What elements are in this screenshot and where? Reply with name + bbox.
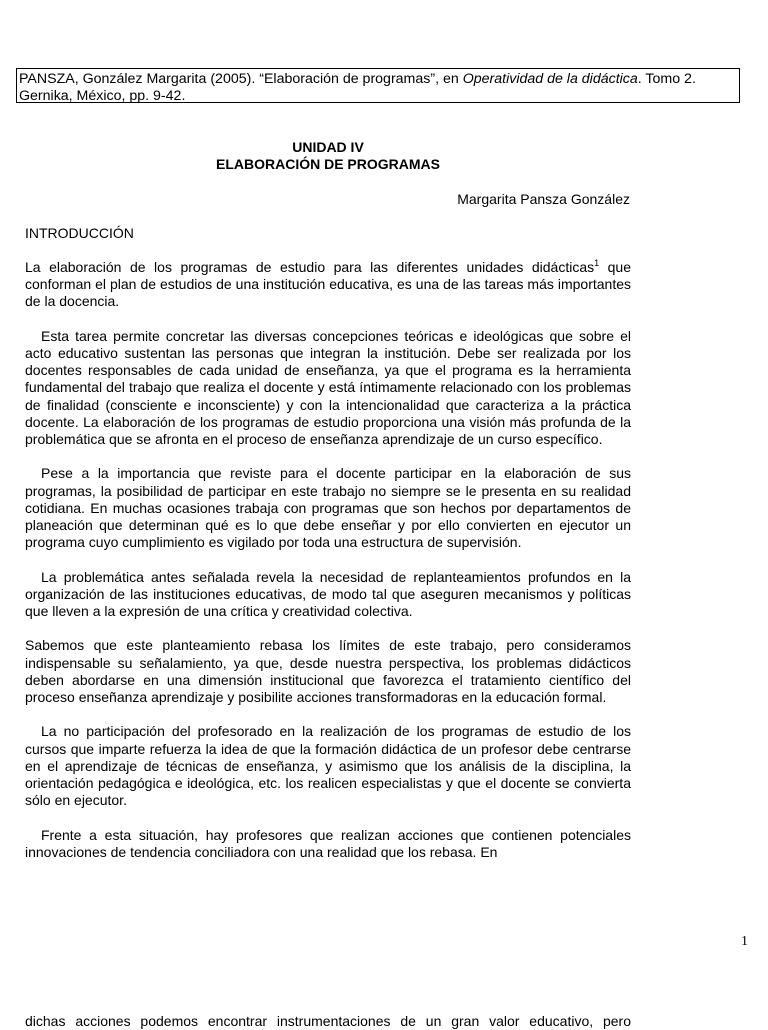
paragraph-3: Pese a la importancia que reviste para el docente participar en la elaboración de sus programas, la posibilidad de participar en este trabajo no siempre se le presenta en su realidad cotidiana. En muchas ocasiones trabaja con programas que son hechos por departamentos de planeación que determinan qué es lo que debe enseñar y por ello convierten en ejecutor un programa cuyo cumplimiento es vigilado por toda una estructura de supervisión. (25, 465, 631, 551)
citation-line-1 (19, 71, 739, 88)
footnote-marker[interactable]: 1 (594, 258, 600, 268)
citation-volume: . Tomo 2. (637, 71, 696, 87)
page-number: 1 (741, 934, 748, 949)
unit-label: UNIDAD IV (292, 139, 364, 155)
paragraph-4: La problemática antes señalada revela la necesidad de replanteamientos profundos en la organización de las instituciones educativas, de modo tal que aseguren mecanismos y políticas que lleven a la expresión de una crítica y creatividad colectiva. (25, 568, 631, 620)
paragraph-1-text-b: que conforman el plan de estudios de una institución educativa, es una de las tareas más importantes de la docencia. (25, 259, 632, 310)
citation-book-title: Operatividad de la didáctica (462, 71, 638, 87)
paragraph-1-text-a: La elaboración de los programas de estudio para las diferentes unidades didácticas (25, 259, 595, 275)
paragraph-1 (25, 259, 631, 311)
paragraph-6: La no participación del profesorado en la realización de los programas de estudio de los cursos que imparte refuerza la idea de que la formación didáctica de un profesor debe centrarse en el aprendizaje de técnicas de enseñanza, y asimismo que los análisis de la disciplina, la orientación pedagógica e ideológica, etc. los realicen especialistas y que el docente se convierta sólo en ejecutor. (25, 723, 631, 809)
citation-line-2: Gernika, México, pp. 9-42. (19, 88, 186, 104)
document-title: ELABORACIÓN DE PROGRAMAS (215, 156, 440, 172)
body-text (25, 259, 631, 878)
citation-box (16, 68, 740, 103)
paragraph-7: Frente a esta situación, hay profesores que realizan acciones que contienen potenciales innovaciones de tendencia conciliadora con una realidad que los rebasa. En (25, 826, 631, 860)
author-name: Margarita Pansza González (457, 191, 630, 207)
next-page-first-line: dichas acciones podemos encontrar instrumentaciones de un gran valor educativo, pero (25, 1013, 631, 1029)
paragraph-2: Esta tarea permite concretar las diversas concepciones teóricas e ideológicas que sobre el acto educativo sustentan las personas que integran la institución. Debe ser realizada por los docentes responsables de cada unidad de enseñanza, ya que el programa es la herramienta fundamental del trabajo que realiza el docente y está íntimamente relacionado con los problemas de finalidad (consciente e inconsciente) y con la intencionalidad que caracteriza a la práctica docente. La elaboración de los programas de estudio proporciona una visión más profunda de la problemática que se afronta en el proceso de enseñanza aprendizaje de un curso específico. (25, 327, 631, 448)
citation-text: PANSZA, González Margarita (2005). “Elaboración de programas”, en (19, 71, 463, 87)
section-heading: INTRODUCCIÓN (25, 225, 134, 241)
paragraph-5: Sabemos que este planteamiento rebasa los límites de este trabajo, pero consideramos indispensable su señalamiento, ya que, desde nuestra perspectiva, los problemas didácticos deben abordarse en una dimensión institucional que favorezca el tratamiento científico del proceso enseñanza aprendizaje y posibilite acciones transformadoras en la educación formal. (25, 637, 631, 706)
